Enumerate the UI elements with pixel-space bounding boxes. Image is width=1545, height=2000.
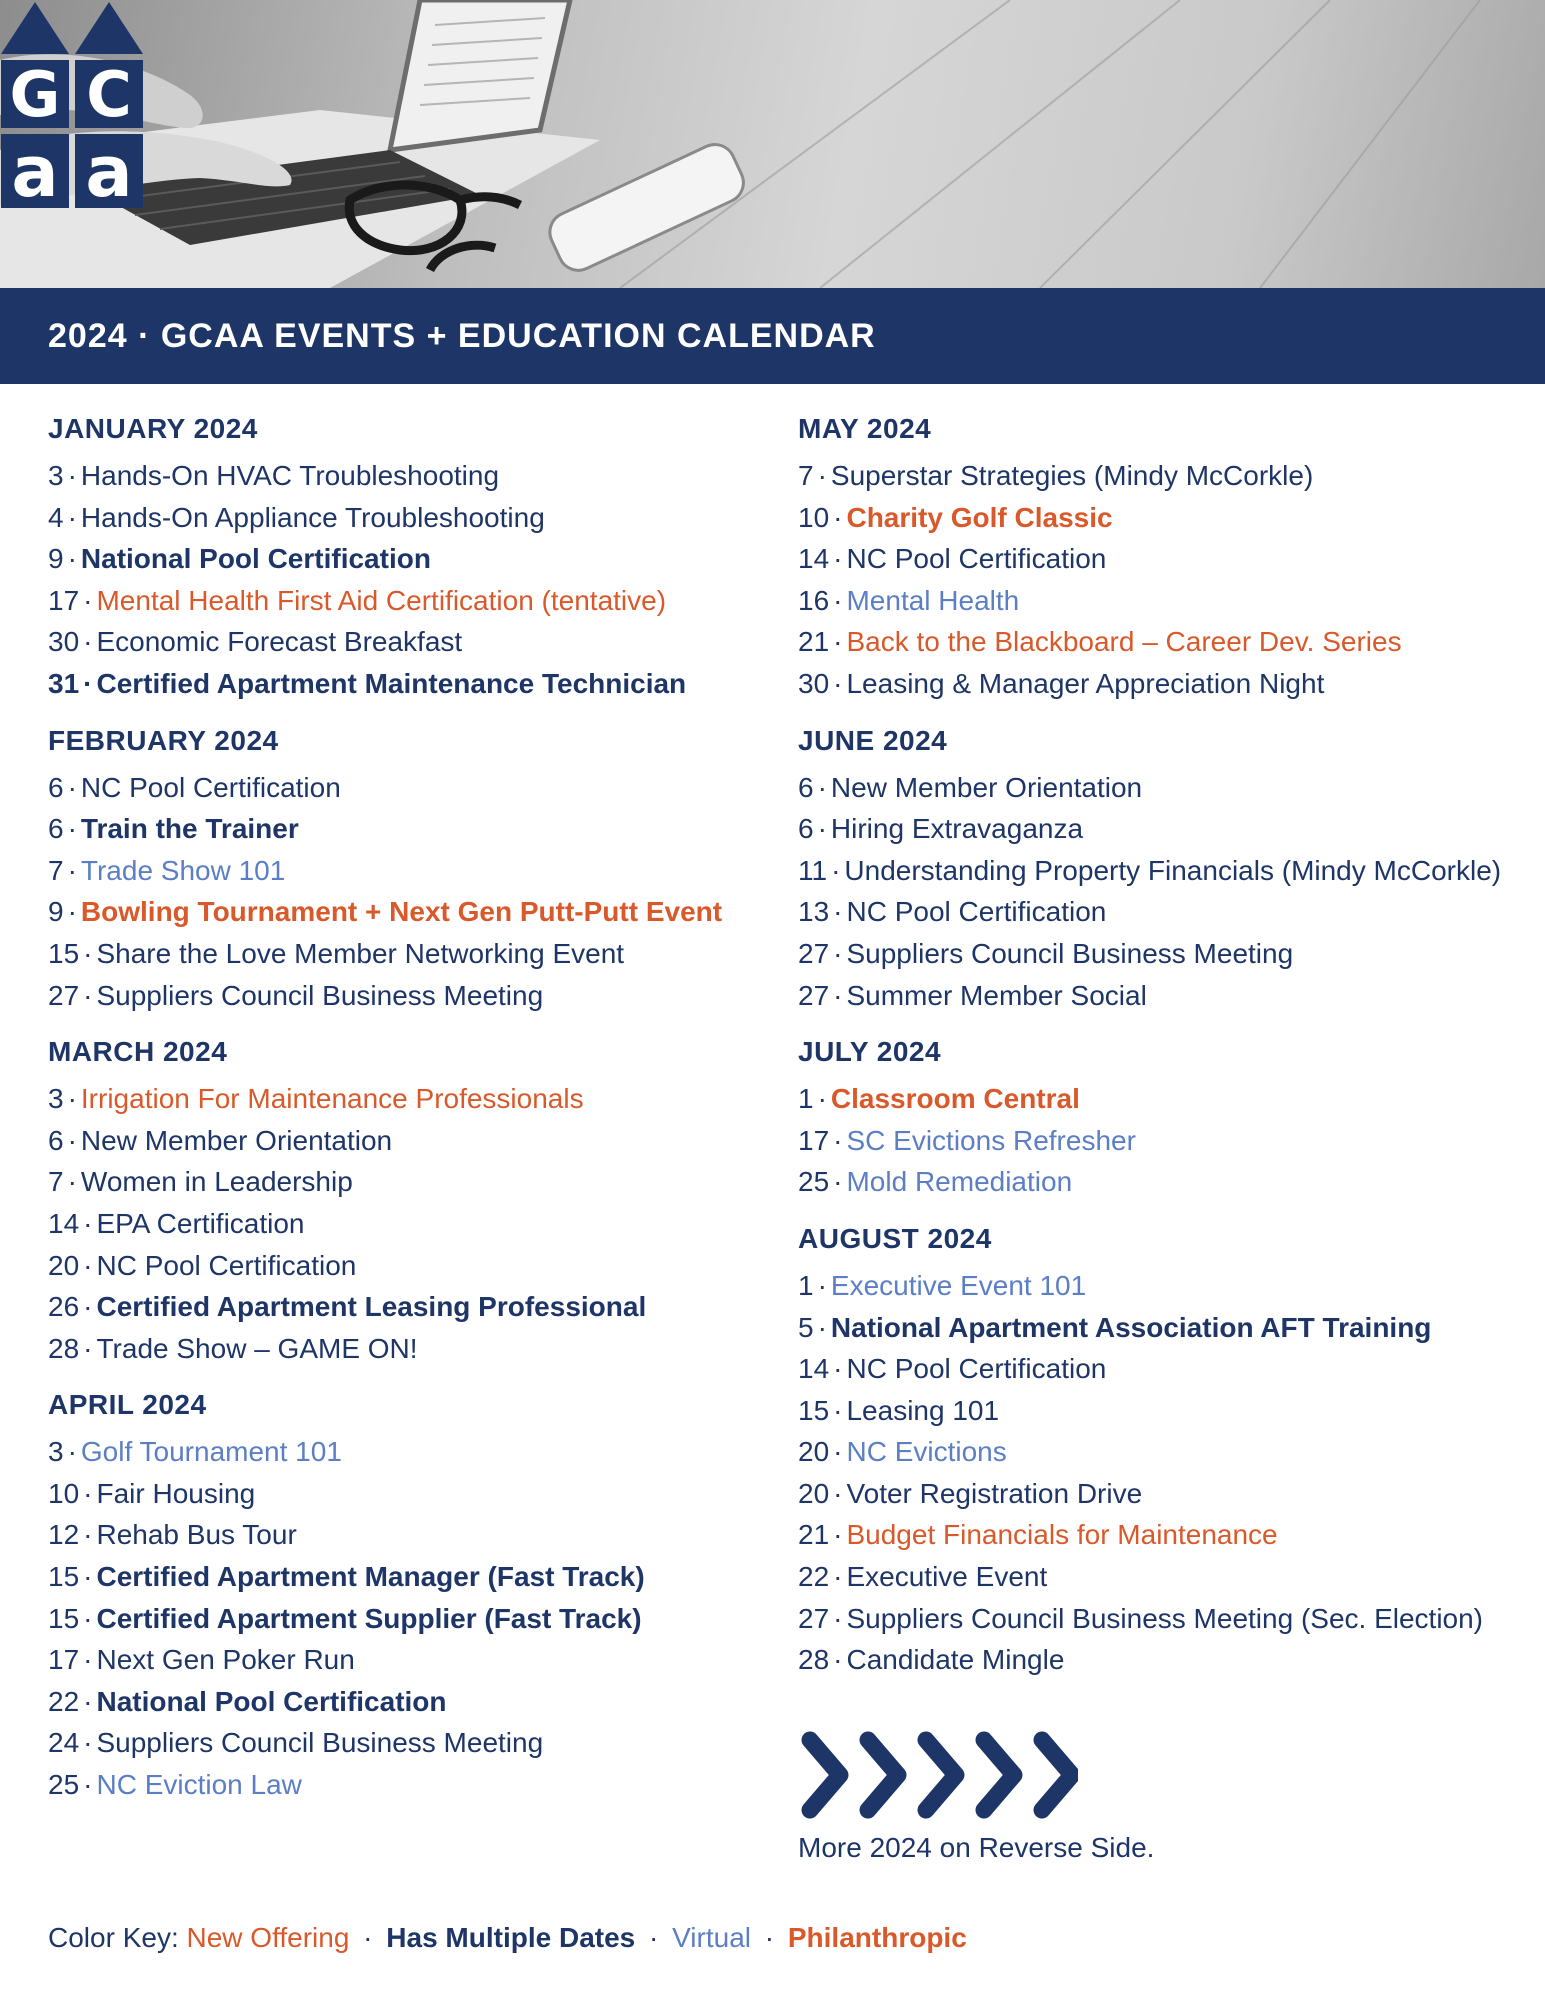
month-section bbox=[48, 1384, 778, 1806]
event-title: Leasing 101 bbox=[846, 1394, 1000, 1426]
event-title: Women in Leadership bbox=[80, 1166, 353, 1198]
event-title: Superstar Strategies (Mindy McCorkle) bbox=[830, 460, 1314, 491]
event-title: Hands-On HVAC Troubleshooting bbox=[80, 460, 500, 491]
event-item bbox=[48, 1079, 778, 1121]
event-title: National Pool Certification bbox=[96, 1685, 447, 1717]
event-separator: · bbox=[83, 1519, 93, 1551]
event-item bbox=[798, 1162, 1528, 1204]
event-separator: · bbox=[817, 771, 827, 803]
event-date: 15 bbox=[48, 937, 80, 969]
event-separator: · bbox=[83, 1561, 93, 1593]
event-date: 10 bbox=[48, 1477, 80, 1509]
month-section bbox=[48, 408, 778, 706]
event-title: Certified Apartment Maintenance Technician bbox=[96, 667, 687, 699]
event-item bbox=[48, 456, 778, 498]
event-separator: · bbox=[833, 1602, 843, 1634]
event-title: Suppliers Council Business Meeting bbox=[96, 979, 544, 1011]
event-date: 5 bbox=[798, 1311, 814, 1343]
event-date: 25 bbox=[798, 1166, 830, 1198]
event-item bbox=[48, 1204, 778, 1246]
gcaa-logo bbox=[0, 0, 144, 210]
event-separator: · bbox=[67, 1436, 77, 1468]
color-key-label: Color Key: bbox=[48, 1922, 179, 1953]
event-separator: · bbox=[67, 1166, 77, 1198]
event-date: 15 bbox=[798, 1394, 830, 1426]
event-separator: · bbox=[83, 1727, 93, 1759]
event-item bbox=[48, 1557, 778, 1599]
event-separator: · bbox=[83, 1249, 93, 1281]
event-date: 28 bbox=[798, 1644, 830, 1676]
event-item bbox=[48, 1515, 778, 1557]
event-date: 20 bbox=[798, 1436, 830, 1468]
event-separator: · bbox=[833, 1644, 843, 1676]
event-separator: · bbox=[833, 501, 843, 533]
event-date: 27 bbox=[798, 1602, 830, 1634]
event-item bbox=[798, 622, 1528, 664]
event-separator: · bbox=[83, 1602, 93, 1634]
event-date: 14 bbox=[798, 543, 830, 575]
event-date: 16 bbox=[798, 584, 830, 616]
event-separator: · bbox=[833, 1436, 843, 1468]
event-separator: · bbox=[83, 1685, 93, 1717]
event-title: EPA Certification bbox=[96, 1207, 305, 1239]
event-date: 4 bbox=[48, 501, 64, 533]
event-separator: · bbox=[83, 667, 93, 699]
event-item bbox=[48, 1474, 778, 1516]
event-separator: · bbox=[83, 979, 93, 1011]
event-separator: · bbox=[833, 1166, 843, 1198]
event-date: 21 bbox=[798, 1519, 830, 1551]
event-title: Candidate Mingle bbox=[846, 1644, 1065, 1676]
month-section bbox=[48, 720, 778, 1018]
page-title: 2024 · GCAA EVENTS + EDUCATION CALENDAR bbox=[48, 316, 876, 355]
event-title: Trade Show – GAME ON! bbox=[96, 1332, 418, 1364]
month-section bbox=[798, 1031, 1528, 1204]
event-separator: · bbox=[833, 896, 843, 928]
event-date: 6 bbox=[798, 771, 814, 803]
laptop-desk-illustration bbox=[0, 0, 1545, 288]
event-date: 3 bbox=[48, 1083, 64, 1115]
event-title: Certified Apartment Leasing Professional bbox=[96, 1291, 647, 1323]
event-separator: · bbox=[831, 854, 841, 886]
event-title: Certified Apartment Manager (Fast Track) bbox=[96, 1561, 645, 1593]
event-title: Mental Health First Aid Certification (tentative) bbox=[96, 584, 667, 616]
event-title: Back to the Blackboard – Career Dev. Series bbox=[846, 626, 1402, 658]
event-separator: · bbox=[83, 1769, 93, 1801]
event-item bbox=[48, 1723, 778, 1765]
event-title: Trade Show 101 bbox=[80, 854, 286, 886]
event-title: Suppliers Council Business Meeting bbox=[846, 937, 1294, 969]
event-item bbox=[798, 1308, 1528, 1350]
event-item bbox=[798, 456, 1528, 498]
color-key bbox=[48, 1922, 967, 1954]
event-item bbox=[48, 1682, 778, 1724]
event-separator: · bbox=[67, 460, 77, 491]
event-title: Executive Event 101 bbox=[830, 1269, 1087, 1301]
event-title: Mental Health bbox=[846, 584, 1020, 616]
event-date: 7 bbox=[798, 460, 814, 491]
event-date: 6 bbox=[48, 813, 64, 845]
chevron-arrows-icon bbox=[798, 1730, 1078, 1820]
event-item bbox=[798, 1266, 1528, 1308]
event-title: Next Gen Poker Run bbox=[96, 1644, 355, 1676]
month-title: JANUARY 2024 bbox=[48, 413, 258, 444]
event-date: 12 bbox=[48, 1519, 80, 1551]
key-separator: · bbox=[649, 1922, 659, 1953]
event-item bbox=[48, 809, 778, 851]
event-separator: · bbox=[817, 813, 827, 845]
event-title: Executive Event bbox=[846, 1561, 1048, 1593]
event-date: 9 bbox=[48, 543, 64, 575]
event-title: Understanding Property Financials (Mindy McCorkle) bbox=[844, 854, 1502, 886]
event-item bbox=[48, 622, 778, 664]
event-title: NC Pool Certification bbox=[80, 771, 341, 803]
event-item bbox=[798, 1557, 1528, 1599]
event-separator: · bbox=[67, 771, 77, 803]
event-item bbox=[48, 892, 778, 934]
event-date: 30 bbox=[798, 667, 830, 699]
event-item bbox=[798, 664, 1528, 706]
event-separator: · bbox=[67, 813, 77, 845]
svg-text:G: G bbox=[9, 58, 61, 131]
event-date: 20 bbox=[48, 1249, 80, 1281]
event-title: Rehab Bus Tour bbox=[96, 1519, 297, 1551]
event-date: 20 bbox=[798, 1477, 830, 1509]
month-section bbox=[798, 408, 1528, 706]
event-title: Golf Tournament 101 bbox=[80, 1436, 342, 1468]
event-separator: · bbox=[67, 896, 77, 928]
event-item bbox=[798, 976, 1528, 1018]
event-separator: · bbox=[833, 1124, 843, 1156]
event-separator: · bbox=[817, 1311, 827, 1343]
event-separator: · bbox=[833, 584, 843, 616]
event-item bbox=[798, 809, 1528, 851]
event-separator: · bbox=[833, 1353, 843, 1385]
event-date: 14 bbox=[48, 1207, 80, 1239]
event-item bbox=[798, 498, 1528, 540]
event-separator: · bbox=[83, 1644, 93, 1676]
event-title: Bowling Tournament + Next Gen Putt-Putt Event bbox=[80, 896, 723, 928]
event-title: Suppliers Council Business Meeting bbox=[96, 1727, 544, 1759]
event-item bbox=[48, 1121, 778, 1163]
event-date: 27 bbox=[48, 979, 80, 1011]
key-philanthropic: Philanthropic bbox=[787, 1922, 967, 1953]
event-item bbox=[798, 1640, 1528, 1682]
event-title: Hands-On Appliance Troubleshooting bbox=[80, 501, 545, 533]
event-title: Leasing & Manager Appreciation Night bbox=[846, 667, 1325, 699]
event-item bbox=[798, 1121, 1528, 1163]
event-item bbox=[798, 1515, 1528, 1557]
month-title: FEBRUARY 2024 bbox=[48, 724, 279, 756]
event-item bbox=[798, 1599, 1528, 1641]
event-date: 27 bbox=[798, 979, 830, 1011]
event-title: Voter Registration Drive bbox=[846, 1477, 1143, 1509]
month-title: MAY 2024 bbox=[798, 413, 932, 444]
event-title: Charity Golf Classic bbox=[846, 501, 1113, 533]
event-date: 28 bbox=[48, 1332, 80, 1364]
month-title: JUNE 2024 bbox=[798, 724, 948, 756]
event-date: 25 bbox=[48, 1769, 80, 1801]
event-item bbox=[48, 1599, 778, 1641]
event-item bbox=[798, 1079, 1528, 1121]
key-separator: · bbox=[764, 1922, 775, 1953]
event-separator: · bbox=[833, 667, 843, 699]
month-title: APRIL 2024 bbox=[48, 1389, 207, 1421]
event-separator: · bbox=[817, 460, 827, 491]
event-separator: · bbox=[817, 1083, 827, 1115]
event-separator: · bbox=[67, 854, 77, 886]
event-date: 21 bbox=[798, 626, 830, 658]
event-date: 17 bbox=[798, 1124, 830, 1156]
event-date: 11 bbox=[798, 854, 828, 886]
month-title: MARCH 2024 bbox=[48, 1036, 228, 1068]
event-date: 3 bbox=[48, 460, 64, 491]
event-title: Budget Financials for Maintenance bbox=[846, 1519, 1278, 1551]
svg-text:a: a bbox=[11, 131, 59, 210]
month-section bbox=[798, 1218, 1528, 1682]
event-item bbox=[48, 768, 778, 810]
event-separator: · bbox=[833, 626, 843, 658]
event-title: New Member Orientation bbox=[830, 771, 1143, 803]
event-title: National Pool Certification bbox=[80, 543, 431, 575]
event-item bbox=[798, 851, 1528, 893]
key-multiple-dates: Has Multiple Dates bbox=[386, 1922, 636, 1953]
event-title: NC Eviction Law bbox=[96, 1769, 302, 1801]
event-separator: · bbox=[833, 937, 843, 969]
event-date: 6 bbox=[48, 771, 64, 803]
event-separator: · bbox=[83, 584, 93, 616]
event-date: 7 bbox=[48, 854, 64, 886]
event-title: NC Evictions bbox=[846, 1436, 1007, 1468]
event-separator: · bbox=[83, 1291, 93, 1323]
event-title: Suppliers Council Business Meeting (Sec. Election) bbox=[846, 1602, 1484, 1634]
event-date: 9 bbox=[48, 896, 64, 928]
event-title: Fair Housing bbox=[96, 1477, 256, 1509]
event-item bbox=[798, 934, 1528, 976]
event-date: 6 bbox=[798, 813, 814, 845]
event-item bbox=[48, 498, 778, 540]
event-title: New Member Orientation bbox=[80, 1124, 393, 1156]
event-date: 24 bbox=[48, 1727, 80, 1759]
event-title: NC Pool Certification bbox=[846, 543, 1107, 575]
event-title: NC Pool Certification bbox=[846, 1353, 1107, 1385]
event-separator: · bbox=[83, 1207, 93, 1239]
event-separator: · bbox=[67, 501, 77, 533]
event-date: 31 bbox=[48, 667, 80, 699]
event-date: 14 bbox=[798, 1353, 830, 1385]
event-date: 22 bbox=[798, 1561, 830, 1593]
svg-text:C: C bbox=[86, 58, 132, 131]
event-date: 22 bbox=[48, 1685, 80, 1717]
event-date: 3 bbox=[48, 1436, 64, 1468]
event-separator: · bbox=[833, 979, 843, 1011]
event-item bbox=[48, 539, 778, 581]
event-date: 26 bbox=[48, 1291, 80, 1323]
event-title: NC Pool Certification bbox=[846, 896, 1107, 928]
month-section bbox=[798, 720, 1528, 1018]
key-virtual: Virtual bbox=[672, 1922, 751, 1953]
event-separator: · bbox=[83, 1332, 93, 1364]
key-new-offering: New Offering bbox=[186, 1922, 350, 1953]
event-title: Summer Member Social bbox=[846, 979, 1147, 1011]
event-date: 10 bbox=[798, 501, 830, 533]
title-banner bbox=[0, 288, 1545, 384]
event-separator: · bbox=[67, 1124, 77, 1156]
event-item bbox=[48, 976, 778, 1018]
event-date: 13 bbox=[798, 896, 830, 928]
header-photo bbox=[0, 0, 1545, 288]
svg-text:a: a bbox=[85, 131, 133, 210]
month-title: AUGUST 2024 bbox=[798, 1222, 992, 1254]
month-title: JULY 2024 bbox=[798, 1036, 942, 1068]
event-title: Mold Remediation bbox=[846, 1166, 1073, 1198]
event-separator: · bbox=[67, 543, 77, 575]
event-title: Hiring Extravaganza bbox=[830, 813, 1084, 845]
event-item bbox=[48, 1246, 778, 1288]
month-section bbox=[48, 1031, 778, 1370]
event-date: 15 bbox=[48, 1602, 80, 1634]
event-date: 27 bbox=[798, 937, 830, 969]
event-item bbox=[798, 1391, 1528, 1433]
event-item bbox=[798, 892, 1528, 934]
event-item bbox=[48, 1765, 778, 1807]
event-separator: · bbox=[833, 1519, 843, 1551]
event-title: Economic Forecast Breakfast bbox=[96, 626, 463, 658]
event-item bbox=[798, 1474, 1528, 1516]
event-item bbox=[48, 664, 778, 706]
event-item bbox=[798, 539, 1528, 581]
left-column bbox=[48, 408, 778, 1821]
event-date: 7 bbox=[48, 1166, 64, 1198]
more-on-reverse-note: More 2024 on Reverse Side. bbox=[798, 1832, 1155, 1863]
event-title: NC Pool Certification bbox=[96, 1249, 357, 1281]
event-item bbox=[48, 1287, 778, 1329]
event-item bbox=[48, 1329, 778, 1371]
event-date: 1 bbox=[798, 1083, 814, 1115]
event-title: Certified Apartment Supplier (Fast Track) bbox=[96, 1602, 642, 1634]
event-title: Classroom Central bbox=[830, 1083, 1080, 1115]
event-date: 17 bbox=[48, 584, 80, 616]
event-item bbox=[48, 934, 778, 976]
key-separator: · bbox=[363, 1922, 373, 1953]
event-separator: · bbox=[83, 626, 93, 658]
event-item bbox=[48, 1640, 778, 1682]
event-date: 30 bbox=[48, 626, 80, 658]
event-title: Share the Love Member Networking Event bbox=[96, 937, 625, 969]
event-separator: · bbox=[83, 937, 93, 969]
event-separator: · bbox=[833, 1561, 843, 1593]
event-title: National Apartment Association AFT Training bbox=[830, 1311, 1432, 1343]
event-date: 15 bbox=[48, 1561, 80, 1593]
event-item bbox=[48, 1162, 778, 1204]
event-title: SC Evictions Refresher bbox=[846, 1124, 1136, 1156]
event-date: 17 bbox=[48, 1644, 80, 1676]
event-item bbox=[48, 851, 778, 893]
event-separator: · bbox=[817, 1269, 827, 1301]
event-item bbox=[48, 581, 778, 623]
event-item bbox=[798, 581, 1528, 623]
event-title: Irrigation For Maintenance Professionals bbox=[80, 1083, 584, 1115]
event-date: 6 bbox=[48, 1124, 64, 1156]
event-separator: · bbox=[833, 1477, 843, 1509]
event-separator: · bbox=[67, 1083, 77, 1115]
event-item bbox=[798, 1349, 1528, 1391]
event-title: Train the Trainer bbox=[80, 813, 299, 845]
event-item bbox=[48, 1432, 778, 1474]
right-column bbox=[798, 408, 1528, 1696]
event-item bbox=[798, 768, 1528, 810]
event-date: 1 bbox=[798, 1269, 814, 1301]
event-separator: · bbox=[833, 1394, 843, 1426]
event-item bbox=[798, 1432, 1528, 1474]
event-separator: · bbox=[83, 1477, 93, 1509]
event-separator: · bbox=[833, 543, 843, 575]
